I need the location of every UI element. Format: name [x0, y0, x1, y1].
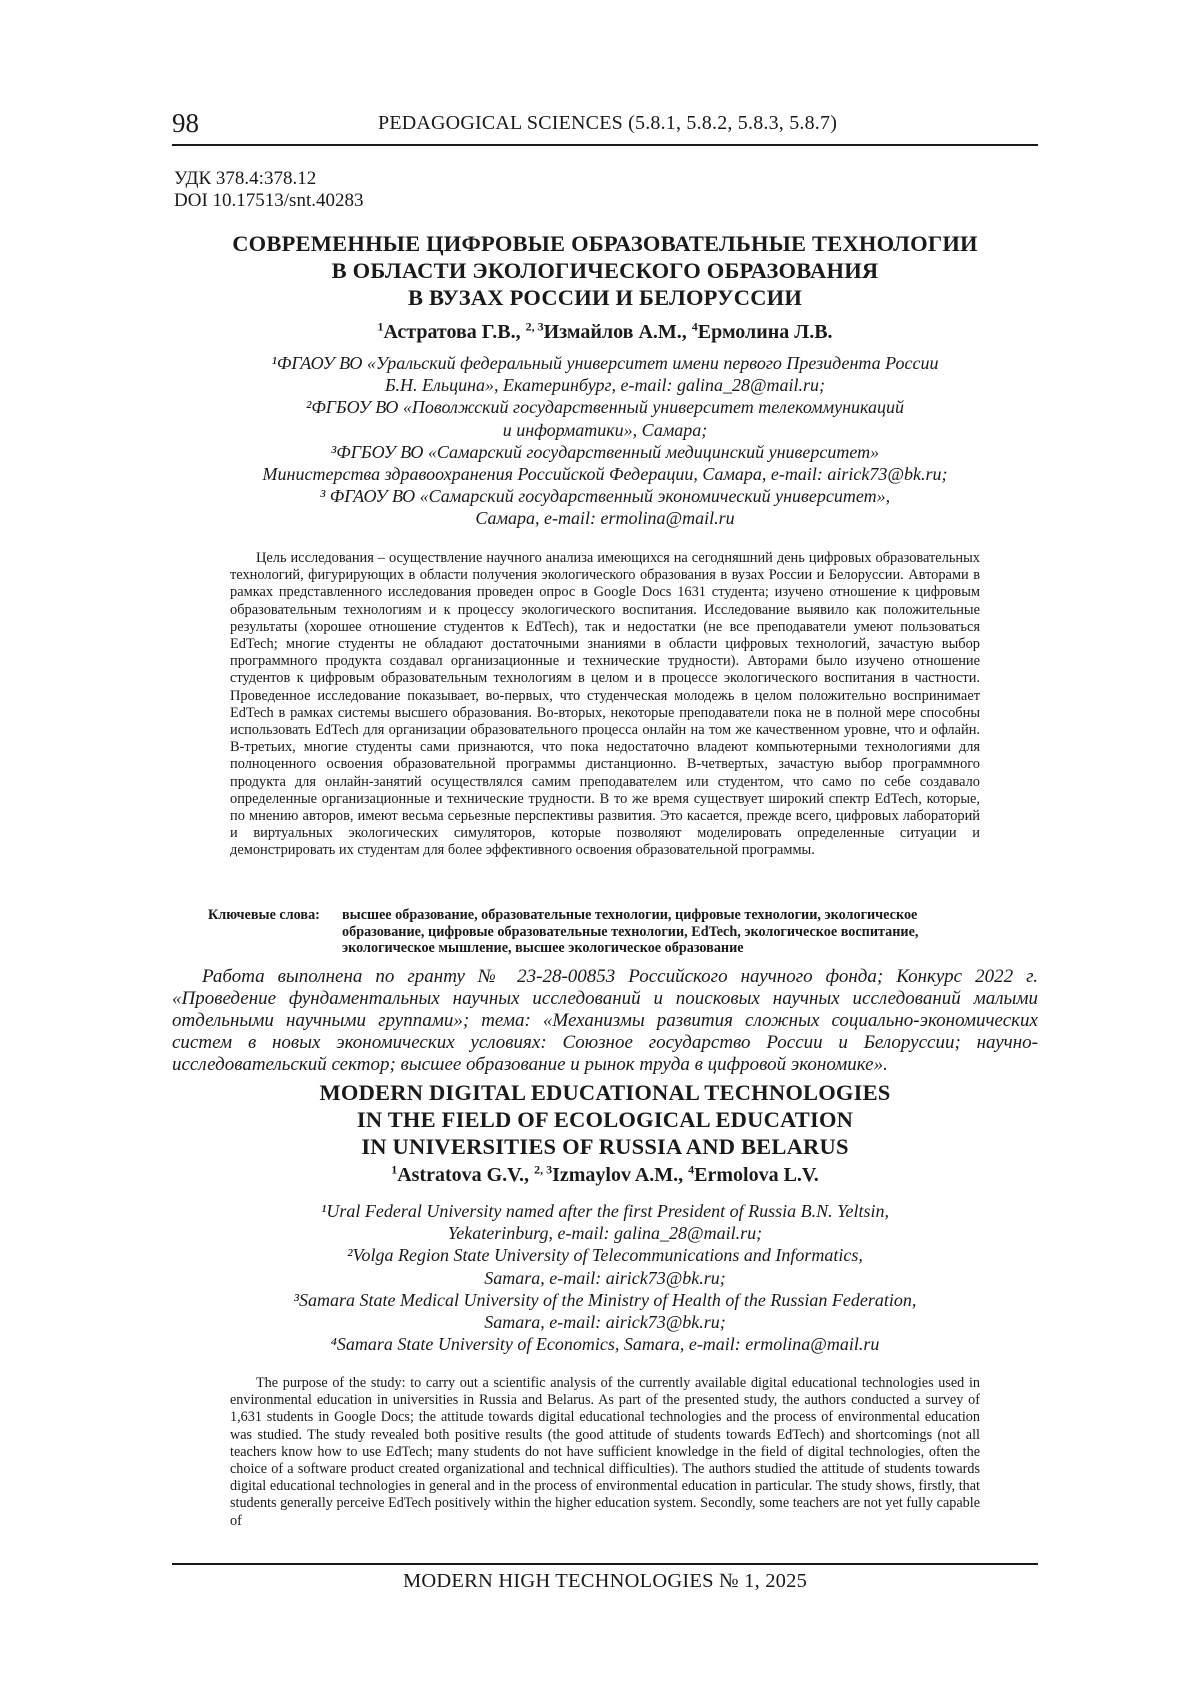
author-name: Ermolova L.V.: [694, 1164, 819, 1186]
grant-acknowledgement: Работа выполнена по гранту № 23-28-00853 Российского научного фонда; Конкурс 2022 г. «Проведение фундаментальных научных исследований и поисковых научных исследований малыми отдельными научными группами»; тема: «Механизмы развития сложных социально-экономических систем в новых экономических условиях: Союзное государство России и Белоруссии; научно-исследовательский сектор; высшее образование и рынок труда в цифровой экономике».: [172, 966, 1038, 1075]
title-en: [172, 1079, 1038, 1160]
title-ru-line: В ОБЛАСТИ ЭКОЛОГИЧЕСКОГО ОБРАЗОВАНИЯ: [331, 258, 879, 283]
authors-en: [172, 1163, 1038, 1187]
author-affil-mark: 1: [377, 319, 384, 334]
affiliation-line: Министерства здравоохранения Российской Федерации, Самара, e-mail: airick73@bk.ru;: [262, 464, 948, 485]
udc-code: УДК 378.4:378.12: [174, 168, 317, 189]
affiliation-line: ³ ФГАОУ ВО «Самарский государственный экономический университет»,: [319, 486, 891, 507]
affiliation-line: Самара, e-mail: ermolina@mail.ru: [475, 508, 735, 529]
affiliation-line: ⁴Samara State University of Economics, Samara, e-mail: ermolina@mail.ru: [330, 1334, 880, 1355]
page-number: 98: [172, 108, 199, 138]
title-en-line: IN UNIVERSITIES OF RUSSIA AND BELARUS: [361, 1134, 849, 1159]
author-affil-mark: 2, 3: [525, 319, 544, 334]
author-affil-mark: 4: [688, 1162, 695, 1177]
identifiers: [174, 168, 363, 212]
keywords-text: высшее образование, образовательные технологии, цифровые технологии, экологическое образование, цифровые образовательные технологии, EdTech, экологическое воспитание, экологическое мышление, высшее экологическое образование: [342, 907, 919, 957]
keywords-ru: [208, 907, 1000, 957]
abstract-en: The purpose of the study: to carry out a scientific analysis of the currently available digital educational technologies used in environmental education in universities in Russia and Belarus. As part of the presented study, the authors conducted a survey of 1,631 students in Google Docs; the attitude towards digital educational technologies and the process of environmental education was studied. The study revealed both positive results (the good attitude of students towards EdTech) and shortcomings (not all teachers know how to use EdTech; many students do not have sufficient knowledge in the field of digital technologies, often the choice of a software product created organizational and technical difficulties). The authors studied the attitude of students towards digital educational technologies in general and in the process of environmental education in particular. The study shows, firstly, that students generally perceive EdTech positively within the higher education system. Secondly, some teachers are not yet fully capable of: [230, 1375, 980, 1529]
affiliation-line: и информатики», Самара;: [502, 419, 708, 440]
affiliation-line: ¹Ural Federal University named after the first President of Russia B.N. Yeltsin,: [320, 1201, 890, 1221]
affiliations-en: [172, 1200, 1038, 1355]
affiliations-ru: [172, 352, 1038, 530]
author-affil-mark: 4: [691, 319, 698, 334]
title-en-line: MODERN DIGITAL EDUCATIONAL TECHNOLOGIES: [319, 1080, 891, 1105]
title-en-line: IN THE FIELD OF ECOLOGICAL EDUCATION: [356, 1107, 854, 1132]
affiliation-line: Samara, e-mail: airick73@bk.ru;: [484, 1312, 726, 1333]
keywords-label: Ключевые слова:: [208, 907, 320, 923]
running-head: [172, 104, 1038, 146]
affiliation-line: ³Samara State Medical University of the Ministry of Health of the Russian Federation,: [293, 1289, 917, 1310]
authors-ru: [172, 320, 1038, 344]
journal-section: PEDAGOGICAL SCIENCES (5.8.1, 5.8.2, 5.8.3, 5.8.7): [378, 112, 838, 134]
author-affil-mark: 2, 3: [534, 1162, 553, 1177]
author-name: Ермолина Л.В.: [697, 321, 833, 343]
abstract-ru: Цель исследования – осуществление научного анализа имеющихся на сегодняшний день цифровых образовательных технологий, фигурирующих в области получения экологического образования в вузах России и Белоруссии. Авторами в рамках представленного исследования проведен опрос в Google Docs 1631 студента; изучено отношение к цифровым образовательным технологиям и к процессу экологического воспитания. Исследование выявило как положительные результаты (хорошее отношение студентов к EdTech), так и недостатки (не все преподаватели умеют пользоваться EdTech; многие студенты не обладают достаточными знаниями в области цифровых технологий, зачастую выбор программного продукта создавал организационные и технические трудности). Авторами было изучено отношение студентов к цифровым образовательным технологиям в целом и в процессе экологического воспитания в частности. Проведенное исследование показывает, во-первых, что студенческая молодежь в целом положительно воспринимает EdTech в рамках системы высшего образования. Во-вторых, некоторые преподаватели пока не в полной мере способны использовать EdTech для организации образовательного процесса онлайн на том же качественном уровне, что и офлайн. В-третьих, многие студенты сами признаются, что пока недостаточно владеют компьютерными технологиями для полноценного освоения образовательной программы дистанционно. В-четвертых, зачастую выбор программного продукта для онлайн-занятий осуществлялся самим преподавателем или студентом, что само по себе создавало определенные организационные и технические трудности. В то же время существует широкий спектр EdTech, которые, по мнению авторов, имеют весьма серьезные перспективы развития. Это касается, прежде всего, цифровых лабораторий и виртуальных экологических симуляторов, которые позволяют моделировать определенные ситуации и демонстрировать их студентам для более эффективного освоения образовательной программы.: [230, 550, 980, 859]
affiliation-line: ¹ФГАОУ ВО «Уральский федеральный университет имени первого Президента России: [271, 353, 939, 373]
journal-footer: MODERN HIGH TECHNOLOGIES № 1, 2025: [402, 1570, 808, 1592]
footer-divider: [172, 1563, 1038, 1565]
author-name: Измайлов А.М.,: [543, 321, 692, 343]
affiliation-line: Samara, e-mail: airick73@bk.ru;: [484, 1267, 726, 1288]
affiliation-line: ²Volga Region State University of Telecommunications and Informatics,: [347, 1245, 863, 1266]
affiliation-line: ²ФГБОУ ВО «Поволжский государственный университет телекоммуникаций: [305, 397, 905, 418]
author-name: Izmaylov A.M.,: [552, 1164, 689, 1186]
title-ru-line: В ВУЗАХ РОССИИ И БЕЛОРУССИИ: [407, 285, 803, 310]
title-ru: [172, 230, 1038, 311]
title-ru-line: СОВРЕМЕННЫЕ ЦИФРОВЫЕ ОБРАЗОВАТЕЛЬНЫЕ ТЕХНОЛОГИИ: [232, 231, 978, 256]
affiliation-line: Yekaterinburg, e-mail: galina_28@mail.ru;: [447, 1223, 763, 1244]
author-name: Astratova G.V.,: [397, 1164, 535, 1186]
affiliation-line: Б.Н. Ельцина», Екатеринбург, e-mail: galina_28@mail.ru;: [384, 375, 826, 396]
affiliation-line: ³ФГБОУ ВО «Самарский государственный медицинский университет»: [330, 441, 880, 462]
author-name: Астратова Г.В.,: [383, 321, 526, 343]
author-affil-mark: 1: [391, 1162, 398, 1177]
doi: DOI 10.17513/snt.40283: [174, 190, 364, 211]
